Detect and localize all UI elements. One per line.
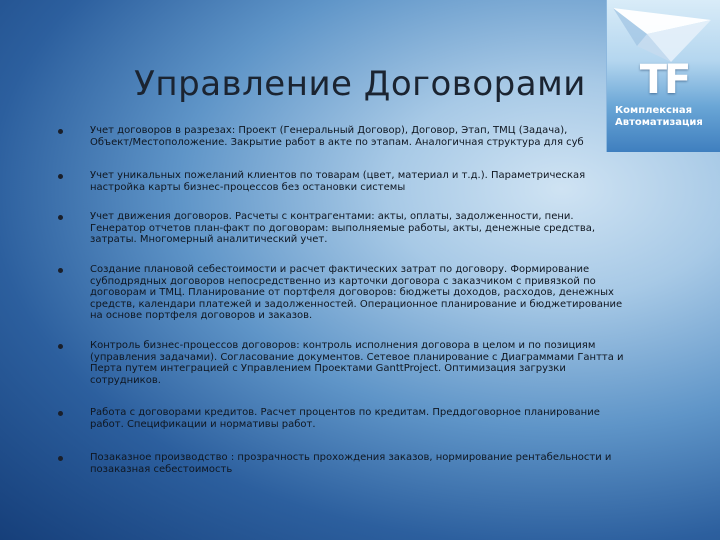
bullet-dot-icon — [58, 268, 63, 273]
bullet-text: Работа с договорами кредитов. Расчет процентов по кредитам. Преддоговорное планирование работ. Спецификации и нормативы работ. — [90, 407, 600, 430]
bullet-text: Учет уникальных пожеланий клиентов по товарам (цвет, материал и т.д.). Параметрическая настройка карты бизнес-процессов без остановки системы — [90, 170, 586, 193]
logo-caption-line1: Комплексная — [615, 105, 693, 116]
bullet-item — [70, 340, 660, 386]
logo-caption-line2: Автоматизация — [615, 117, 703, 128]
slide-title: Управление Договорами — [134, 64, 586, 104]
bullet-dot-icon — [58, 456, 63, 461]
logo-mark: TF — [639, 57, 689, 103]
bullet-dot-icon — [58, 215, 63, 220]
bullet-item — [70, 452, 660, 475]
bullet-item — [70, 125, 660, 148]
bullet-text: Учет договоров в разрезах: Проект (Генеральный Договор), Договор, Этап, ТМЦ (Задача), Объект/Местоположение. Закрытие работ в акте по этапам. Аналогичная структура для суб — [90, 125, 584, 148]
bullet-text: Контроль бизнес-процессов договоров: контроль исполнения договора в целом и по позициям (управления задачами). Согласование документов. Сетевое планирование с Диаграммами Гантта и Перта путем интеграцией с Управлением Проектами GanttProject. Оптимизация загрузки сотрудников. — [90, 340, 624, 386]
bullet-text: Позаказное производство : прозрачность прохождения заказов, нормирование рентабельности и позаказная себестоимость — [90, 452, 612, 475]
bullet-item — [70, 407, 660, 430]
bullet-dot-icon — [58, 411, 63, 416]
bullet-dot-icon — [58, 174, 63, 179]
bullet-item — [70, 264, 660, 322]
bullet-text: Учет движения договоров. Расчеты с контрагентами: акты, оплаты, задолженности, пени. Генератор отчетов план-факт по договорам: выполняемые работы, акты, денежные средства, затраты. Многомерный аналитический учет. — [90, 211, 596, 245]
bullet-text: Создание плановой себестоимости и расчет фактических затрат по договору. Формирование субподрядных договоров непосредственно из карточки договора с заказчиком с привязкой по договорам и ТМЦ. Планирование от портфеля договоров: бюджеты доходов, расходов, денежных средств, календари платежей и задолженностей. Операционное планирование и бюджетирование на основе портфеля договоров и заказов. — [90, 264, 623, 321]
bullet-item — [70, 211, 660, 246]
bullet-item — [70, 170, 660, 193]
bullet-dot-icon — [58, 344, 63, 349]
bullet-dot-icon — [58, 129, 63, 134]
